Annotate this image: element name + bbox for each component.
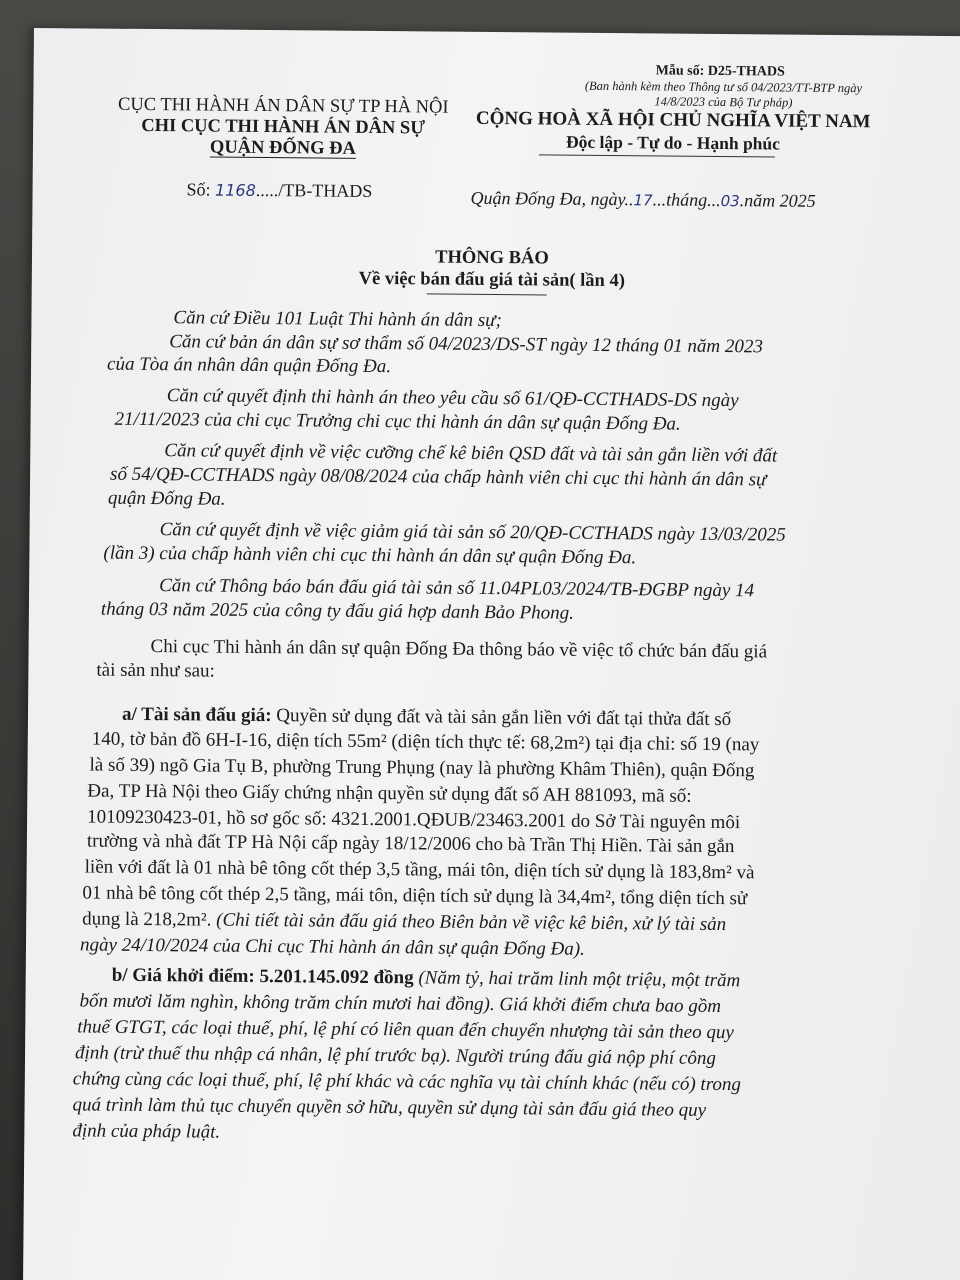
section-b-line: quá trình làm thủ tục chuyển quyền sở hữu, quyền sử dụng tài sản đấu giá theo quy — [72, 1094, 707, 1121]
basis-line: Căn cứ quyết định về việc giảm giá tài sản số 20/QĐ-CCTHADS ngày 13/03/2025 — [159, 519, 786, 546]
basis-line: Căn cứ quyết định thi hành án theo yêu cầu số 61/QĐ-CCTHADS-DS ngày — [166, 385, 739, 412]
number-handwritten: 1168 — [215, 180, 256, 200]
agency-line1: CỤC THI HÀNH ÁN DÂN SỰ TP HÀ NỘI — [117, 94, 449, 118]
basis-line: Căn cứ quyết định về việc cưỡng chế kê biên QSD đất và tài sản gắn liền với đất — [164, 440, 778, 467]
document-page — [23, 28, 960, 1280]
place-prefix: Quận Đống Đa, ngày.. — [470, 187, 634, 210]
agency-line3: QUẬN ĐỐNG ĐA — [209, 137, 357, 159]
basis-line: Căn cứ bản án dân sự sơ thẩm số 04/2023/DS-ST ngày 12 tháng 01 năm 2023 — [169, 331, 764, 358]
month-handwritten: 03 — [720, 191, 740, 211]
section-b-line: bốn mươi lăm nghìn, không trăm chín mươi hai đồng). Giá khởi điểm chưa bao gồm — [79, 990, 722, 1018]
basis-line: quận Đống Đa. — [107, 487, 226, 510]
place-date — [470, 188, 815, 212]
section-a-line: liền với đất là 01 nhà bê tông cốt thép 3,5 tầng, mái tôn, diện tích sử dụng là 183,8m² và — [84, 856, 755, 884]
section-b-line: định của pháp luật. — [72, 1120, 221, 1143]
section-a-text: dụng là 218,2m². — [82, 908, 212, 931]
section-a-line — [122, 704, 912, 733]
section-a-label: a/ Tài sản đấu giá: — [121, 703, 272, 727]
section-a-line: ngày 24/10/2024 của Chi cục Thi hành án dân sự quận Đống Đa). — [79, 934, 585, 960]
basis-line: Căn cứ Điều 101 Luật Thi hành án dân sự; — [173, 307, 502, 332]
intro-line: tài sản như sau: — [96, 659, 215, 682]
basis-line: (lần 3) của chấp hành viên chi cục thi hành án dân sự quận Đống Đa. — [103, 542, 637, 569]
section-a-italic: (Chi tiết tài sản đấu giá theo Biên bản về việc kê biên, xử lý tài sản — [211, 909, 727, 936]
section-b-line: thuế GTGT, các loại thuế, phí, lệ phí có liên quan đến chuyển nhượng tài sản theo quy — [77, 1016, 734, 1044]
document-subtitle: Về việc bán đấu giá tài sản( lần 4) — [358, 268, 626, 292]
intro-line: Chi cục Thi hành án dân sự quận Đống Đa thông báo về việc tổ chức bán đấu giá — [150, 636, 768, 663]
issuing-agency — [103, 95, 464, 161]
section-a-line: 10109230423-01, hồ sơ gốc số: 4321.2001.QĐUB/23463.2001 do Sở Tài nguyên môi — [87, 806, 741, 834]
form-note: (Ban hành kèm theo Thông tư số 04/2023/TT-BTP ngày 14/8/2023 của Bộ Tư pháp) — [584, 78, 863, 110]
basis-line: số 54/QĐ-CCTHADS ngày 08/08/2024 của chấp hành viên chi cục thi hành án dân sự — [110, 463, 767, 491]
nation-motto: Độc lập - Tự do - Hạnh phúc — [565, 131, 781, 154]
day-handwritten: 17 — [633, 191, 653, 210]
section-a-line: trường và nhà đất TP Hà Nội cấp ngày 18/12/2006 cho bà Trần Thị Hiền. Tài sản gắn — [86, 830, 735, 858]
subtitle-underline — [427, 293, 547, 295]
section-a-line: Đa, TP Hà Nội theo Giấy chứng nhận quyền sử dụng đất số AH 881093, mã số: — [87, 780, 692, 807]
section-b-italic: (Năm tỷ, hai trăm linh một triệu, một trăm — [413, 967, 741, 992]
number-prefix: Số: — [186, 179, 216, 200]
section-a-line: 140, tờ bản đồ 6H-I-16, diện tích 55m² (diện tích thực tế: 68,2m²) tại địa chỉ: số 19 (nay — [91, 728, 760, 756]
basis-line: của Tòa án nhân dân quận Đống Đa. — [106, 353, 392, 378]
agency-line2: CHI CỤC THI HÀNH ÁN DÂN SỰ — [141, 115, 426, 139]
motto-underline — [539, 154, 775, 157]
number-suffix: ...../TB-THADS — [255, 179, 373, 201]
document-title: THÔNG BÁO — [435, 247, 549, 269]
section-a-line: 01 nhà bê tông cốt thép 2,5 tầng, mái tôn, diện tích sử dụng là 34,4m², tổng diện tích sử — [82, 882, 748, 910]
nation-line1: CỘNG HOÀ XÃ HỘI CHỦ NGHĨA VIỆT NAM — [475, 107, 871, 133]
national-heading — [463, 108, 883, 156]
basis-line: tháng 03 năm 2025 của công ty đấu giá hợp danh Bảo Phong. — [100, 598, 574, 624]
place-mid: ...tháng... — [652, 189, 721, 210]
form-number: Mẫu số: D25-THADS — [655, 63, 785, 80]
section-b-line: chứng cùng các loại thuế, phí, lệ phí khác và các nghĩa vụ tài chính khác (nếu có) trong — [72, 1068, 742, 1096]
section-b-line: định (trừ thuế thu nhập cá nhân, lệ phí trước bạ). Người trúng đấu giá nộp phí công — [74, 1042, 717, 1069]
place-suffix: .năm 2025 — [739, 190, 816, 211]
document-number — [187, 179, 373, 202]
basis-line: Căn cứ Thông báo bán đấu giá tài sản số 11.04PL03/2024/TB-ĐGBP ngày 14 — [159, 575, 755, 602]
section-a-text: Quyền sử dụng đất và tài sản gắn liền với đất tại thửa đất số — [271, 705, 732, 731]
section-a-line: là số 39) ngõ Gia Tụ B, phường Trung Phụng (nay là phường Khâm Thiên), quận Đống — [89, 754, 755, 782]
starting-price-label: b/ Giá khởi điểm: 5.201.145.092 đồng — [111, 964, 414, 989]
section-b-line — [112, 965, 902, 994]
basis-line: 21/11/2023 của chi cục Trưởng chi cục thi hành án dân sự quận Đống Đa. — [114, 408, 681, 435]
section-a-line — [82, 908, 872, 937]
